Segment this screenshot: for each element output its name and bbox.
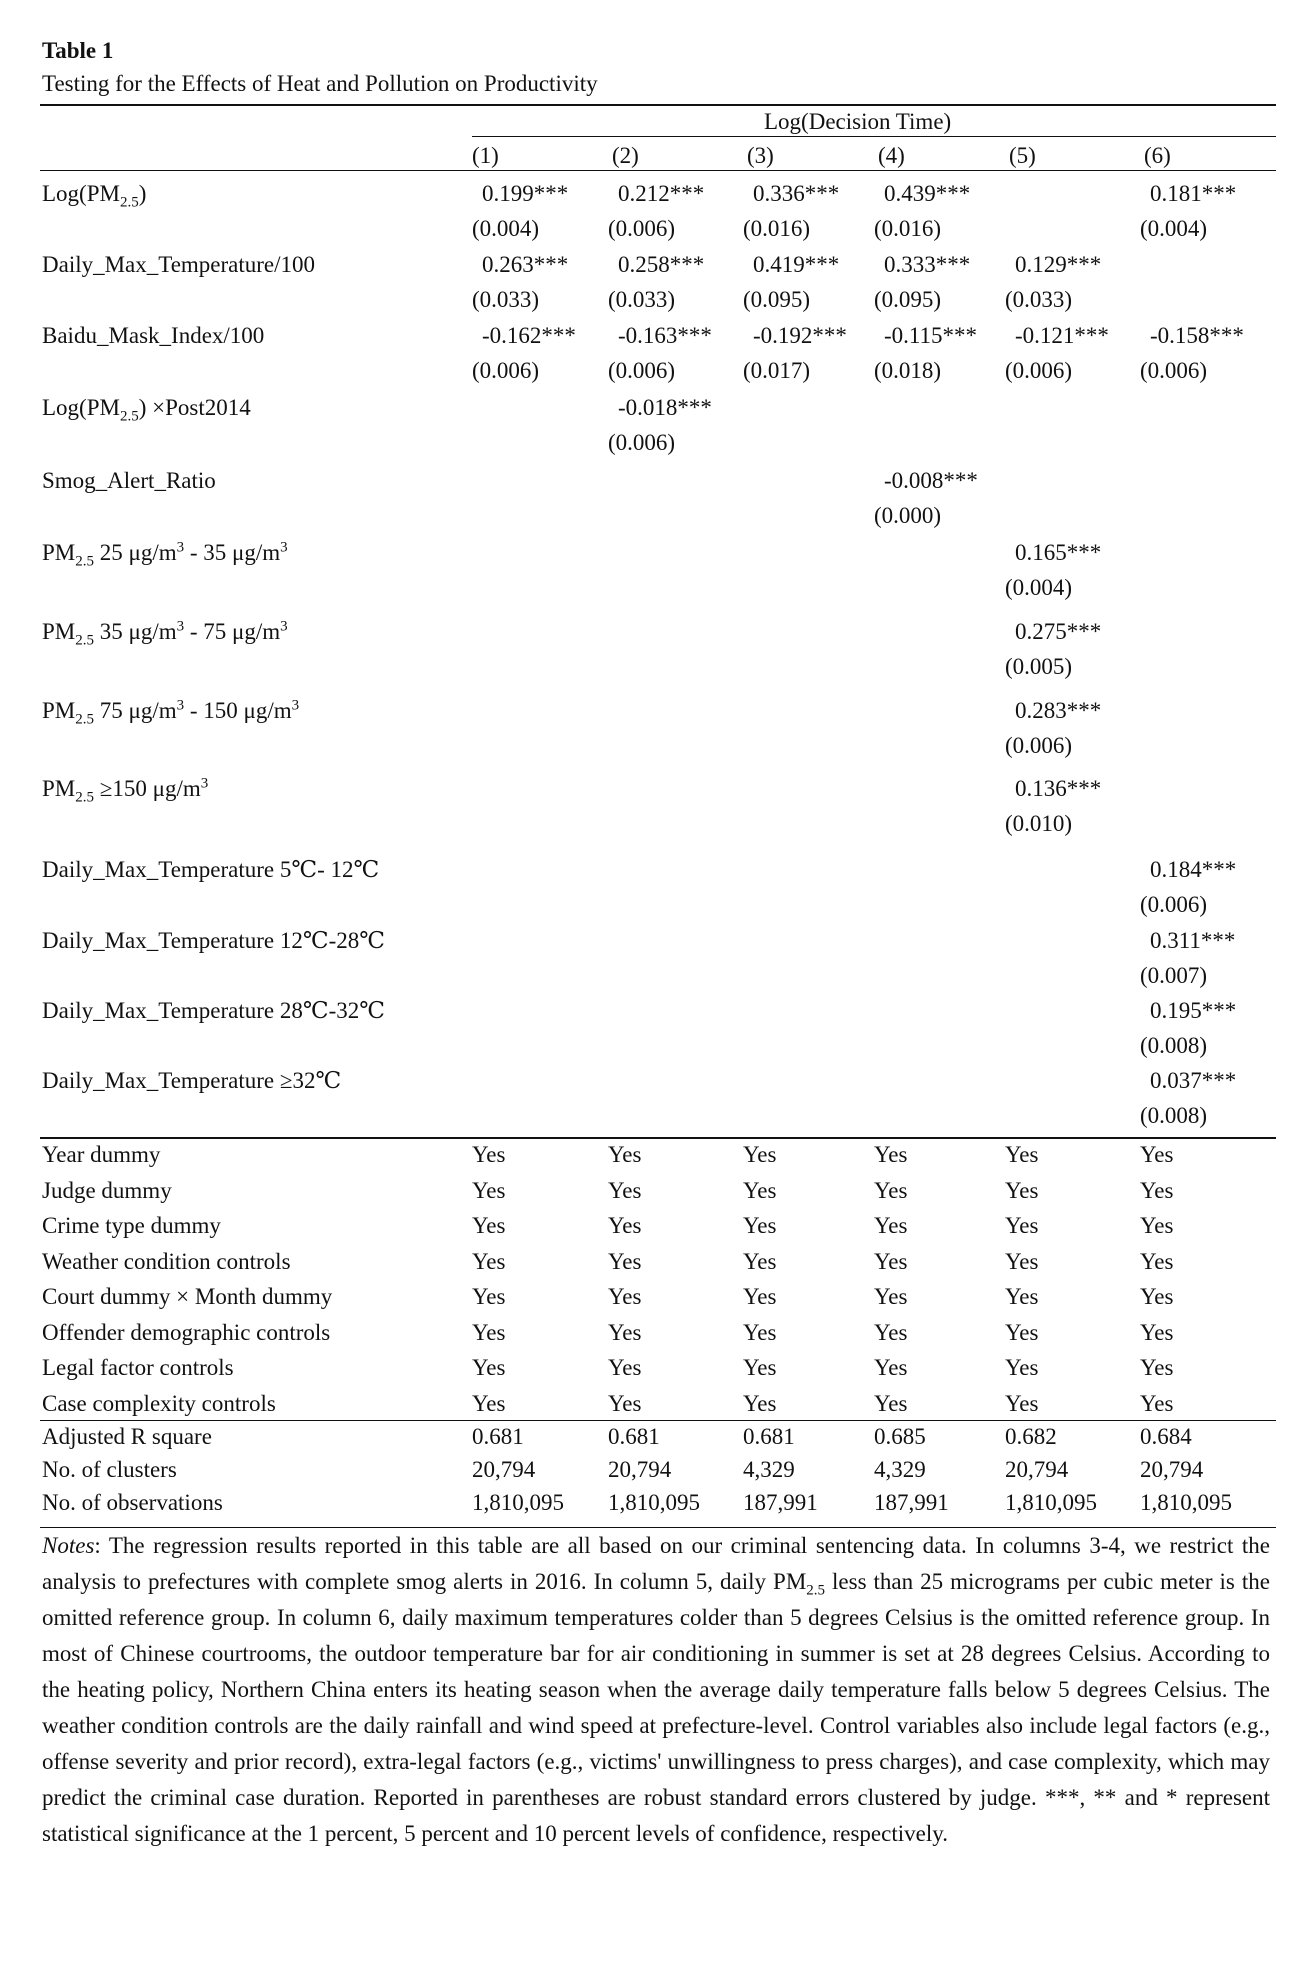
control-cell: Yes [472,1284,506,1309]
column-header: (3) [747,143,774,168]
control-cell: Yes [874,1177,908,1203]
control-cell: Yes [1140,1355,1174,1380]
standard-error-cell: (0.095) [874,287,942,312]
control-cell: Yes [1005,1390,1039,1416]
control-cell: Yes [874,1213,908,1238]
stat-cell: 20,794 [1005,1457,1069,1482]
control-cell: Yes [743,1142,777,1167]
spanner-rule [472,136,1276,137]
control-cell: Yes [608,1319,642,1345]
control-cell: Yes [874,1248,908,1274]
control-label: Case complexity controls [42,1390,276,1416]
stat-cell: 1,810,095 [1140,1490,1232,1515]
control-cell: Yes [608,1142,642,1167]
standard-error-cell: (0.007) [1140,963,1208,988]
coefficient-cell: 0.258*** [618,252,705,277]
control-cell: Yes [472,1248,506,1274]
control-cell: Yes [1005,1355,1039,1380]
stat-cell: 187,991 [743,1490,818,1515]
column-header: (5) [1009,143,1036,168]
control-cell: Yes [743,1213,777,1238]
row-label: Daily_Max_Temperature 5℃- 12℃ [42,857,380,882]
row-label: Daily_Max_Temperature 12℃-28℃ [42,928,386,953]
control-cell: Yes [743,1284,777,1309]
stat-label: Adjusted R square [42,1424,212,1449]
dependent-variable-header: Log(Decision Time) [764,109,952,134]
control-cell: Yes [743,1248,777,1274]
coefficient-cell: -0.121*** [1015,323,1109,348]
row-label: $Log(PM_{2.5})$ [42,181,147,211]
control-cell: Yes [472,1319,506,1345]
control-cell: Yes [1140,1177,1174,1203]
row-label: $Log(PM_{2.5})$ ×Post2014 [42,395,251,425]
stat-cell: 4,329 [874,1457,926,1482]
controls-rule [40,1137,1276,1139]
control-cell: Yes [608,1355,642,1380]
row-label: $PM_{2.5}$ 25 $\mu g/m^3 - 35$ $\mu g/m^3$ [42,539,288,570]
standard-error-cell: (0.006) [608,430,676,455]
table-subtitle: Testing for the Effects of Heat and Pollution on Productivity [42,71,598,96]
coefficient-cell: -0.162*** [482,323,576,348]
control-cell: Yes [1140,1319,1174,1345]
control-cell: Yes [1140,1142,1174,1167]
stat-cell: 187,991 [874,1490,949,1515]
column-header: (1) [472,143,499,168]
coefficient-cell: 0.129*** [1015,252,1102,277]
coefficient-cell: 0.184*** [1150,857,1237,882]
stat-cell: 0.685 [874,1424,926,1449]
standard-error-cell: (0.006) [1140,892,1208,917]
coefficient-cell: 0.336*** [753,181,840,206]
control-label: Weather condition controls [42,1248,291,1274]
stat-cell: 0.681 [743,1424,795,1449]
control-label: Judge dummy [42,1177,172,1203]
standard-error-cell: (0.008) [1140,1033,1208,1058]
standard-error-cell: (0.006) [608,358,676,383]
control-cell: Yes [472,1355,506,1380]
coefficient-cell: -0.008*** [884,468,978,493]
row-label: Daily_Max_Temperature 28℃-32℃ [42,998,386,1023]
coefficient-cell: 0.283*** [1015,698,1102,723]
control-cell: Yes [1005,1142,1039,1167]
control-cell: Yes [874,1355,908,1380]
coefficient-cell: 0.195*** [1150,998,1237,1023]
control-cell: Yes [1140,1390,1174,1416]
coefficient-cell: 0.263*** [482,252,569,277]
control-cell: Yes [608,1390,642,1416]
column-header: (4) [878,143,905,168]
control-label: Crime type dummy [42,1213,221,1238]
coefficient-cell: -0.192*** [753,323,847,348]
column-header: (2) [612,143,639,168]
control-cell: Yes [874,1390,908,1416]
standard-error-cell: (0.017) [743,358,811,383]
control-cell: Yes [608,1177,642,1203]
table-title: Table 1 [42,38,114,63]
stat-cell: 20,794 [472,1457,536,1482]
standard-error-cell: (0.006) [1140,358,1208,383]
stat-cell: 20,794 [1140,1457,1204,1482]
coefficient-cell: 0.311*** [1150,928,1236,953]
control-cell: Yes [1140,1213,1174,1238]
coefficient-cell: 0.165*** [1015,540,1102,565]
stat-label: No. of clusters [42,1457,177,1482]
control-cell: Yes [743,1390,777,1416]
control-cell: Yes [1005,1284,1039,1309]
coefficient-cell: 0.181*** [1150,181,1237,206]
coefficient-cell: 0.136*** [1015,776,1102,801]
standard-error-cell: (0.016) [743,216,811,241]
row-label: Smog_Alert_Ratio [42,468,216,493]
stat-cell: 20,794 [608,1457,672,1482]
control-cell: Yes [874,1142,908,1167]
control-cell: Yes [1005,1248,1039,1274]
coefficient-cell: -0.018*** [618,395,712,420]
header-rule [40,170,1276,171]
standard-error-cell: (0.006) [608,216,676,241]
stat-cell: 1,810,095 [1005,1490,1097,1515]
row-label: $PM_{2.5} \ge 150$ $\mu g/m^3$ [42,775,209,806]
coefficient-cell: 0.439*** [884,181,971,206]
control-label: Legal factor controls [42,1355,234,1380]
coefficient-cell: 0.333*** [884,252,971,277]
stat-cell: 0.681 [608,1424,660,1449]
control-cell: Yes [743,1355,777,1380]
notes-lead: Notes [42,1533,95,1558]
control-cell: Yes [472,1390,506,1416]
standard-error-cell: (0.000) [874,503,942,528]
table-notes [42,1528,1270,1852]
control-cell: Yes [608,1284,642,1309]
standard-error-cell: (0.006) [1005,733,1073,758]
control-cell: Yes [1140,1284,1174,1309]
control-cell: Yes [472,1142,506,1167]
control-cell: Yes [608,1248,642,1274]
coefficient-cell: 0.199*** [482,181,569,206]
control-cell: Yes [1005,1177,1039,1203]
control-cell: Yes [743,1319,777,1345]
stats-rule [40,1420,1276,1421]
standard-error-cell: (0.006) [1005,358,1073,383]
standard-error-cell: (0.010) [1005,811,1073,836]
column-header: (6) [1144,143,1171,168]
control-cell: Yes [743,1177,777,1203]
control-cell: Yes [1140,1248,1174,1274]
control-cell: Yes [1005,1213,1039,1238]
standard-error-cell: (0.018) [874,358,942,383]
coefficient-cell: 0.212*** [618,181,705,206]
standard-error-cell: (0.004) [1005,575,1073,600]
control-cell: Yes [472,1177,506,1203]
row-label: $PM_{2.5}$ 35 $\mu g/m^3 - 75$ $\mu g/m^3$ [42,618,288,649]
standard-error-cell: (0.005) [1005,654,1073,679]
control-label: Court dummy × Month dummy [42,1284,333,1309]
stat-cell: 0.684 [1140,1424,1192,1449]
row-label: $PM_{2.5}$ 75 $\mu g/m^3 - 150$ $\mu g/m^3$ [42,697,300,728]
coefficient-cell: 0.037*** [1150,1068,1237,1093]
control-cell: Yes [472,1213,506,1238]
coefficient-cell: -0.115*** [884,323,978,348]
row-label: Daily_Max_Temperature ≥32℃ [42,1068,342,1093]
row-label: Baidu_Mask_Index/100 [42,323,265,348]
stat-label: No. of observations [42,1490,223,1515]
stat-cell: 0.681 [472,1424,524,1449]
control-cell: Yes [874,1284,908,1309]
standard-error-cell: (0.008) [1140,1103,1208,1128]
top-rule [40,104,1276,106]
standard-error-cell: (0.033) [608,287,676,312]
standard-error-cell: (0.033) [472,287,540,312]
control-cell: Yes [1005,1319,1039,1345]
standard-error-cell: (0.004) [472,216,540,241]
standard-error-cell: (0.006) [472,358,540,383]
row-label: Daily_Max_Temperature/100 [42,252,316,277]
coefficient-cell: 0.419*** [753,252,840,277]
coefficient-cell: -0.158*** [1150,323,1244,348]
control-cell: Yes [608,1213,642,1238]
standard-error-cell: (0.016) [874,216,942,241]
coefficient-cell: -0.163*** [618,323,712,348]
standard-error-cell: (0.095) [743,287,811,312]
notes-text: : The regression results reported in this table are all based on our criminal sentencing data. In columns 3-4, we restrict the analysis to prefectures with complete smog alerts in 2016. In column 5, daily $PM_{2.5}$ less than 25 micrograms per cubic meter is the omitted reference group. In column 6, daily maximum temperatures colder than 5 degrees Celsius is the omitted reference group. In most of Chinese courtrooms, the outdoor temperature bar for air conditioning in summer is set at 28 degrees Celsius. According to the heating policy, Northern China enters its heating season when the average daily temperature falls below 5 degrees Celsius. The weather condition controls are the daily rainfall and wind speed at prefecture-level. Control variables also include legal factors (e.g., offense severity and prior record), extra-legal factors (e.g., victims' unwillingness to press charges), and case complexity, which may predict the criminal case duration. Reported in parentheses are robust standard errors clustered by judge. ***, ** and * represent statistical significance at the 1 percent, 5 percent and 10 percent levels of confidence, respectively. [42,1533,1270,1846]
control-label: Year dummy [42,1142,161,1167]
control-cell: Yes [874,1319,908,1345]
standard-error-cell: (0.004) [1140,216,1208,241]
stat-cell: 1,810,095 [608,1490,700,1515]
stat-cell: 1,810,095 [472,1490,564,1515]
stat-cell: 4,329 [743,1457,795,1482]
coefficient-cell: 0.275*** [1015,619,1102,644]
standard-error-cell: (0.033) [1005,287,1073,312]
control-label: Offender demographic controls [42,1319,331,1345]
stat-cell: 0.682 [1005,1424,1057,1449]
